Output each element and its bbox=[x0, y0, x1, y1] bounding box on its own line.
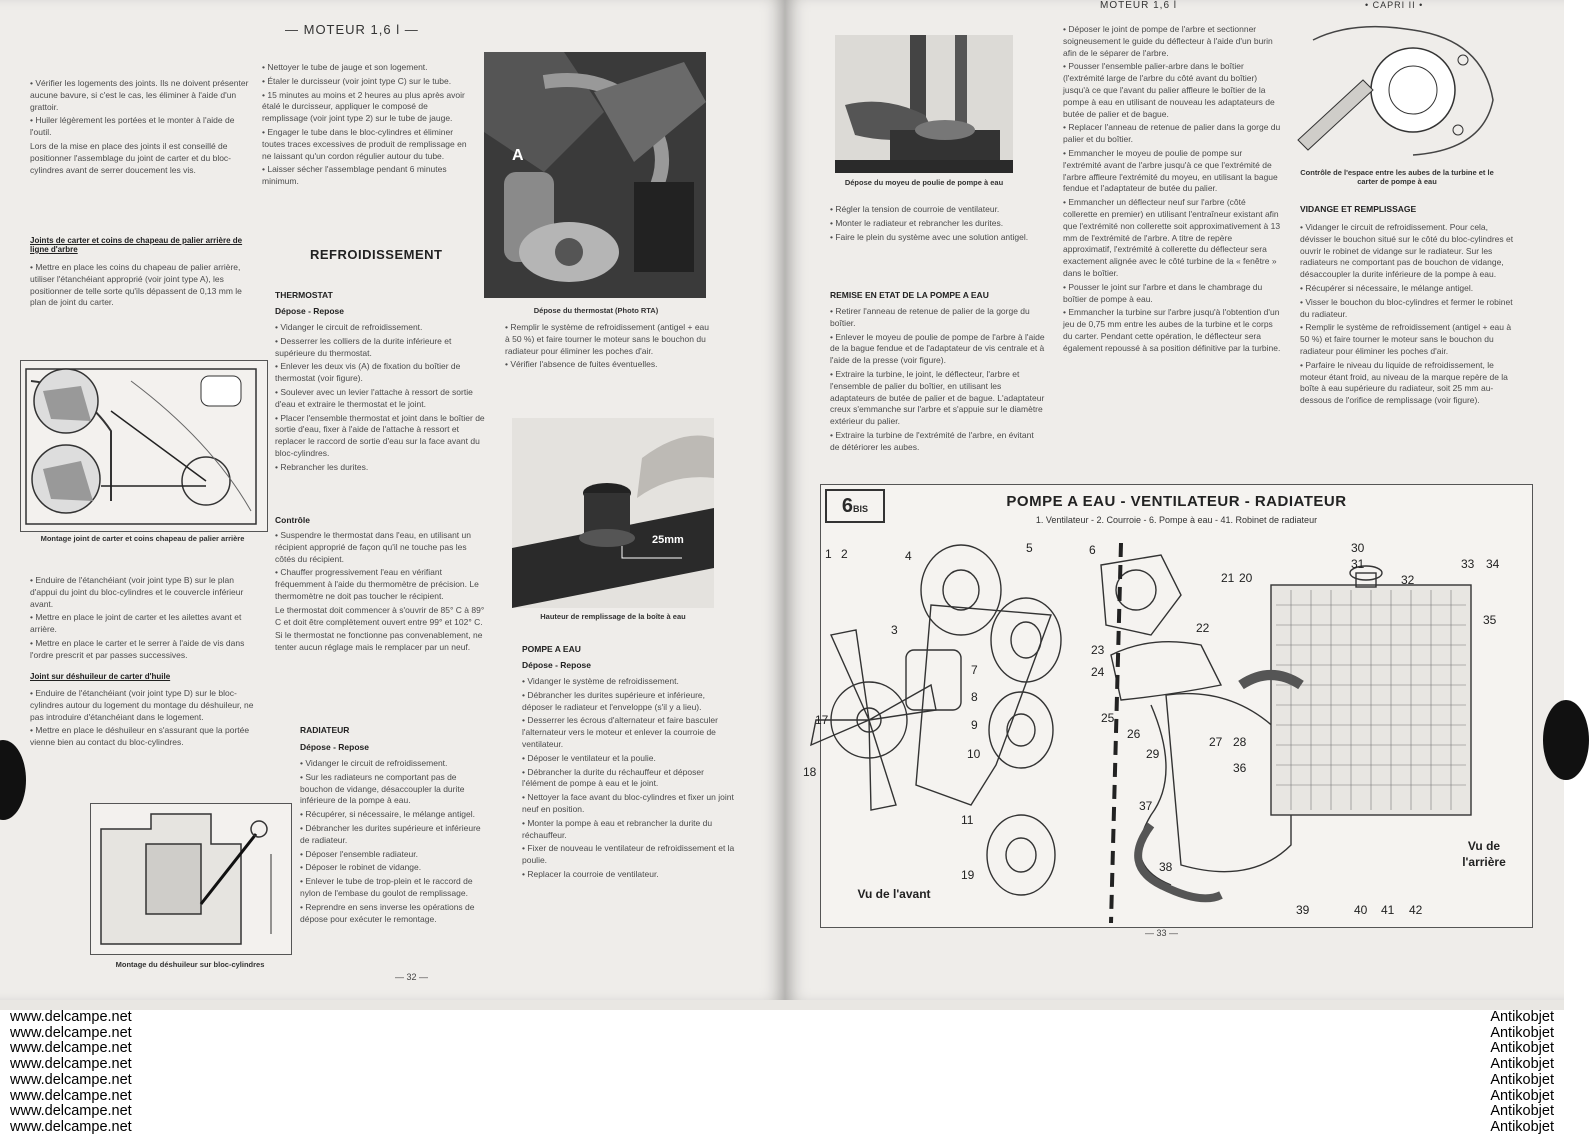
paragraph: • Replacer la courroie de ventilateur. bbox=[522, 868, 659, 879]
watermark-text: www.delcampe.net bbox=[10, 1071, 132, 1088]
callout-number: 22 bbox=[1196, 621, 1210, 635]
text-column-1b bbox=[30, 262, 255, 311]
page-number: — 33 — bbox=[1145, 928, 1179, 938]
callout-number: 30 bbox=[1351, 541, 1365, 555]
paragraph: • Enlever le moyeu de poulie de pompe de l'arbre à l'aide de la bague fendue et de l'adaptateur de vis centrale et à l'aide de la presse (voir figure). bbox=[830, 331, 1045, 366]
binder-hole bbox=[0, 740, 26, 820]
paragraph: • Emmancher le moyeu de poulie de pompe sur l'extrémité avant de l'arbre jusqu'à ce que l'extrémité de l'arbre affleure l'extrémité du moyeu, en utilisant la bague fendue et l'adaptateur de butée du palier. bbox=[1063, 147, 1278, 194]
text-column-6 bbox=[1300, 222, 1515, 409]
callout-number: 25 bbox=[1101, 711, 1115, 725]
paragraph: • Vérifier l'absence de fuites éventuelles. bbox=[505, 359, 658, 370]
subheading: RADIATEUR bbox=[300, 725, 350, 735]
callout-number: 35 bbox=[1483, 613, 1497, 627]
paragraph: • Débrancher la durite du réchauffeur et déposer l'élément de pompe à eau et le joint. bbox=[522, 766, 704, 789]
paragraph: • Déposer le joint de pompe de l'arbre et sectionner soigneusement le guide du déflecteur à l'aide d'un burin afin de le séparer de l'arbre. bbox=[1063, 24, 1273, 58]
callout-number: 27 bbox=[1209, 735, 1223, 749]
paragraph: • Vérifier les logements des joints. Ils ne doivent présenter aucune bavure, si c'est le cas, les éliminer à l'aide d'un grattoir. bbox=[30, 78, 249, 112]
paragraph: • 15 minutes au moins et 2 heures au plus après avoir étalé le durcisseur, appliquer le composé de remplissage (voir joint type 2) sur le tube de jauge. bbox=[262, 89, 465, 124]
text-column-4b bbox=[830, 306, 1045, 456]
paragraph: • Déposer l'ensemble radiateur. bbox=[300, 848, 418, 859]
callout-number: 6 bbox=[1089, 543, 1096, 557]
page-header: MOTEUR 1,6 l bbox=[1100, 0, 1178, 11]
paragraph: • Débrancher les durites supérieure et inférieure de radiateur. bbox=[300, 822, 481, 845]
text-column-1c bbox=[30, 575, 255, 664]
watermark-text: www.delcampe.net bbox=[10, 1087, 132, 1104]
thermostat-photo bbox=[484, 52, 706, 298]
paragraph: • Mettre en place le déshuileur en s'assurant que la portée vienne bien au contact du bloc-cylindres. bbox=[30, 725, 250, 748]
watermark-text: www.delcampe.net bbox=[10, 1056, 132, 1073]
callout-number: 8 bbox=[971, 690, 978, 704]
callout-number: 10 bbox=[967, 747, 981, 761]
paragraph: • Déposer le ventilateur et la poulie. bbox=[522, 752, 656, 763]
callout-number: 5 bbox=[1026, 541, 1033, 555]
paragraph: • Emmancher un déflecteur neuf sur l'arbre (côté collerette en premier) en utilisant l'entraîneur existant afin que l'extrémité non collerette soit approximativement à 13 mm de l'extrémité de l'arbre. A titre de repère approximatif, l'extrémité à collerette du déflecteur sera exactement alignée avec le côté turbine de la « fenêtre » dans le boîtier. bbox=[1063, 197, 1281, 278]
watermark-text: www.delcampe.net bbox=[10, 1118, 132, 1135]
pulley-hub-photo bbox=[835, 35, 1013, 173]
paragraph: • Déposer le robinet de vidange. bbox=[300, 862, 422, 873]
callout-number: 2 bbox=[841, 547, 848, 561]
exploded-drawing bbox=[821, 485, 1532, 927]
paragraph: • Chauffer progressivement l'eau en vérifiant fréquemment à l'aide du thermomètre de précision. Le thermomètre ne doit pas toucher le récipient. bbox=[275, 567, 479, 601]
paragraph: • Desserrer les colliers de la durite inférieure et supérieure du thermostat. bbox=[275, 335, 452, 358]
view-rear-label-2: l'arrière bbox=[1462, 855, 1506, 869]
paragraph: • Nettoyer la face avant du bloc-cylindres et fixer un joint neuf en position. bbox=[522, 792, 734, 814]
paragraph: • Retirer l'anneau de retenue de palier de la gorge du boîtier. bbox=[830, 306, 1030, 328]
watermark-text: Antikobjet bbox=[1490, 1118, 1554, 1135]
paragraph: • Récupérer si nécessaire, le mélange antigel. bbox=[1300, 282, 1474, 293]
paragraph: • Étaler le durcisseur (voir joint type C) sur le tube. bbox=[262, 75, 452, 86]
callout-number: 20 bbox=[1239, 571, 1253, 585]
paragraph: • Faire le plein du système avec une solution antigel. bbox=[830, 231, 1029, 242]
subheading: Dépose - Repose bbox=[300, 742, 369, 752]
subheading: Contrôle bbox=[275, 515, 310, 525]
paragraph: • Sur les radiateurs ne comportant pas de bouchon de vidange, désaccoupler la durite inférieure de la pompe à eau. bbox=[300, 771, 465, 806]
oil-pickup-figure bbox=[90, 803, 292, 955]
paragraph: • Parfaire le niveau du liquide de refroidissement, le moteur étant froid, au niveau de la marque repère de la boîte à eau supérieure du radiateur, soit 25 mm au-dessous de l'orifice de remplissage (voir figure). bbox=[1300, 359, 1508, 406]
paragraph: • Reprendre en sens inverse les opérations de dépose pour exécuter le remontage. bbox=[300, 901, 475, 924]
photo-label-a: A bbox=[512, 147, 524, 164]
callout-number: 19 bbox=[961, 868, 975, 882]
watermark-text: Antikobjet bbox=[1490, 1056, 1554, 1073]
paragraph: • Replacer l'anneau de retenue de palier dans la gorge du palier et du boîtier. bbox=[1063, 122, 1281, 145]
callout-number: 11 bbox=[961, 813, 974, 827]
callout-number: 18 bbox=[803, 765, 817, 779]
subheading: Dépose - Repose bbox=[522, 660, 591, 670]
photo-label-25mm: 25mm bbox=[652, 534, 684, 546]
paragraph: • Enlever le tube de trop-plein et le raccord de nylon de l'embase du goulot de remplissage. bbox=[300, 876, 473, 898]
paragraph: • Pousser l'ensemble palier-arbre dans le boîtier (l'extrémité large de l'arbre du côté avant du boîtier) jusqu'à ce que l'avant du palier affleure le boîtier de la pompe à eau en utilisant de nouveau les adaptateurs de butée de palier et de bague. bbox=[1063, 61, 1275, 119]
callout-number: 39 bbox=[1296, 903, 1310, 917]
paragraph: • Placer l'ensemble thermostat et joint dans le boîtier de sortie d'eau, fixer à l'aide de l'attache à ressort et replacer le raccord de sortie d'eau sur la face avant du bloc-cylindres. bbox=[275, 412, 485, 458]
callout-number: 41 bbox=[1381, 903, 1395, 917]
badge-suffix: BIS bbox=[853, 504, 869, 514]
left-page bbox=[0, 0, 785, 1000]
callout-number: 21 bbox=[1221, 571, 1235, 585]
callout-number: 37 bbox=[1139, 799, 1153, 813]
paragraph: • Pousser le joint sur l'arbre et dans le chambrage du boîtier de pompe à eau. bbox=[1063, 281, 1263, 304]
callout-number: 38 bbox=[1159, 860, 1173, 874]
paragraph: • Régler la tension de courroie de ventilateur. bbox=[830, 204, 1000, 214]
paragraph: • Récupérer, si nécessaire, le mélange antigel. bbox=[300, 809, 475, 820]
watermark-text: www.delcampe.net bbox=[10, 1009, 132, 1025]
callout-number: 29 bbox=[1146, 747, 1160, 761]
subheading: Joint sur déshuileur de carter d'huile bbox=[30, 672, 171, 681]
callout-number: 7 bbox=[971, 663, 978, 677]
subheading: REMISE EN ETAT DE LA POMPE A EAU bbox=[830, 290, 989, 300]
callout-number: 31 bbox=[1351, 557, 1365, 571]
paragraph: • Mettre en place le carter et le serrer à l'aide de vis dans l'ordre prescrit et par passes successives. bbox=[30, 637, 245, 660]
radiator-cap-photo bbox=[512, 418, 714, 608]
paragraph: • Vidanger le circuit de refroidissement. Pour cela, dévisser le bouchon situé sur le côté du bloc-cylindres et ouvrir le robinet de vidange sur le radiateur. Sur les radiateurs ne comportant pas de bouchon de vidange, désaccoupler la durite inférieure de la pompe à eau. bbox=[1300, 222, 1514, 280]
binder-hole bbox=[1543, 700, 1589, 780]
callout-number: 9 bbox=[971, 718, 978, 732]
paragraph: • Huiler légèrement les portées et le monter à l'aide de l'outil. bbox=[30, 115, 235, 138]
paragraph: • Vidanger le système de refroidissement. bbox=[522, 676, 679, 686]
subheading: VIDANGE ET REMPLISSAGE bbox=[1300, 204, 1417, 214]
callout-number: 28 bbox=[1233, 735, 1247, 749]
paragraph: • Vidanger le circuit de refroidissement. bbox=[275, 322, 423, 332]
paragraph: • Enduire de l'étanchéiant (voir joint type D) sur le bloc-cylindres autour du logement du montage du déshuileur, ne pas introduire d'étanchéiant dans le logement. bbox=[30, 688, 254, 722]
badge-number: 6 bbox=[841, 495, 854, 517]
paragraph: • Engager le tube dans le bloc-cylindres et éliminer toutes traces excessives de produit de remplissage en ne laissant qu'un cordon régulier autour du tube. bbox=[262, 126, 467, 161]
text-column-1d bbox=[30, 688, 255, 751]
paragraph: • Rebrancher les durites. bbox=[275, 461, 369, 472]
paragraph: • Mettre en place le joint de carter et les ailettes avant et arrière. bbox=[30, 612, 242, 635]
callout-number: 17 bbox=[815, 713, 829, 727]
watermark-text: www.delcampe.net bbox=[10, 1024, 132, 1041]
callout-number: 26 bbox=[1127, 727, 1141, 741]
paragraph: Lors de la mise en place des joints il est conseillé de positionner l'assemblage du joint de carter et du bloc-cylindres avant de serrer doucement les vis. bbox=[30, 140, 232, 175]
paragraph: Si le thermostat ne fonctionne pas convenablement, ne tenter aucun réglage mais le remplacer par un neuf. bbox=[275, 630, 483, 653]
watermark-text: Antikobjet bbox=[1490, 1009, 1554, 1025]
callout-number: 33 bbox=[1461, 557, 1475, 571]
paragraph: • Débrancher les durites supérieure et inférieure, déposer le radiateur et l'enveloppe (s'il y a lieu). bbox=[522, 689, 705, 712]
paragraph: • Soulever avec un levier l'attache à ressort de sortie d'eau et extraire le thermostat et le joint. bbox=[275, 386, 473, 409]
figure-caption: Montage du déshuileur sur bloc-cylindres bbox=[115, 960, 265, 969]
paragraph: • Vidanger le circuit de refroidissement. bbox=[300, 758, 448, 768]
text-column-2c bbox=[275, 530, 485, 656]
figure-caption: Montage joint de carter et coins chapeau de palier arrière bbox=[40, 534, 245, 543]
subheading: Joints de carter et coins de chapeau de palier arrière de ligne d'arbre bbox=[30, 236, 243, 254]
turbine-gap-figure bbox=[1293, 20, 1498, 160]
text-column-3b bbox=[522, 676, 737, 883]
text-column-2b bbox=[275, 322, 485, 476]
callout-number: 42 bbox=[1409, 903, 1423, 917]
callout-number: 40 bbox=[1354, 903, 1368, 917]
paragraph: • Desserrer les écrous d'alternateur et faire basculer l'alternateur vers le moteur et enlever la courroie de ventilateur. bbox=[522, 715, 718, 749]
page-header: — MOTEUR 1,6 l — bbox=[285, 22, 419, 37]
figure-caption: Contrôle de l'espace entre les aubes de la turbine et le carter de pompe à eau bbox=[1300, 168, 1494, 186]
gasket-figure bbox=[20, 360, 268, 532]
paragraph: • Monter la pompe à eau et rebrancher la durite du réchauffeur. bbox=[522, 817, 713, 840]
diagram-subtitle: 1. Ventilateur - 2. Courroie - 6. Pompe à eau - 41. Robinet de radiateur bbox=[1035, 515, 1318, 525]
text-column-3a bbox=[505, 322, 715, 373]
view-front-label: Vu de l'avant bbox=[857, 887, 931, 901]
subheading: Dépose - Repose bbox=[275, 306, 344, 316]
watermark-text: Antikobjet bbox=[1490, 1040, 1554, 1057]
photo-caption: Dépose du moyeu de poulie de pompe à eau bbox=[844, 178, 1004, 187]
paragraph: • Mettre en place les coins du chapeau de palier arrière, utiliser l'étanchéiant approprié (voir joint type A), les positionner de telle sorte qu'ils dépassent de 0,13 mm le plan de joint du carter. bbox=[30, 262, 242, 308]
callout-number: 32 bbox=[1401, 573, 1415, 587]
watermark-text: www.delcampe.net bbox=[10, 1103, 132, 1120]
watermark-text: Antikobjet bbox=[1490, 1024, 1554, 1041]
text-column-4a bbox=[830, 204, 1045, 245]
text-column-2 bbox=[262, 62, 472, 190]
watermark-text: Antikobjet bbox=[1490, 1071, 1554, 1088]
watermark-left bbox=[10, 1010, 132, 1136]
view-rear-label-1: Vu de bbox=[1467, 839, 1501, 853]
paragraph: • Fixer de nouveau le ventilateur de refroidissement et la poulie. bbox=[522, 843, 735, 866]
callout-number: 24 bbox=[1091, 665, 1105, 679]
paragraph: • Remplir le système de refroidissement (antigel + eau à 50 %) et faire tourner le moteur sans le bouchon du radiateur pour éliminer les poches d'air. bbox=[505, 322, 709, 356]
subheading: THERMOSTAT bbox=[275, 290, 333, 300]
diagram-title: POMPE A EAU - VENTILATEUR - RADIATEUR bbox=[1006, 493, 1347, 510]
page-header-right: • CAPRI II • bbox=[1365, 0, 1424, 10]
paragraph: • Emmancher la turbine sur l'arbre jusqu'à l'obtention d'un jeu de 0,75 mm entre les aubes de la turbine et le corps du carter. Pendant cette opération, le déflecteur sera également repoussé à sa position définitive par la turbine. bbox=[1063, 307, 1281, 353]
paragraph: Le thermostat doit commencer à s'ouvrir de 85° C à 89° C et doit être complètement ouvert entre 99° et 102° C. bbox=[275, 604, 485, 627]
photo-caption: Hauteur de remplissage de la boîte à eau bbox=[540, 612, 686, 621]
exploded-diagram-panel bbox=[803, 484, 1533, 928]
callout-number: 23 bbox=[1091, 643, 1105, 657]
paragraph: • Extraire la turbine, le joint, le déflecteur, l'arbre et l'ensemble de palier du boîtier, en utilisant les adaptateurs de butée de palier et de bague. L'adaptateur creux s'emmanche sur l'arbre et s'appuie sur le diamètre extérieur du palier. bbox=[830, 368, 1045, 427]
text-column-2d bbox=[300, 758, 490, 927]
callout-number: 34 bbox=[1486, 557, 1500, 571]
paragraph: • Enduire de l'étanchéiant (voir joint type B) sur le plan d'appui du joint du bloc-cylindres et le couvercle inférieur avant. bbox=[30, 575, 244, 609]
callout-number: 36 bbox=[1233, 761, 1247, 775]
watermark-right bbox=[1454, 1010, 1554, 1136]
paragraph: • Enlever les deux vis (A) de fixation du boîtier de thermostat (voir figure). bbox=[275, 361, 461, 384]
paragraph: • Laisser sécher l'assemblage pendant 6 minutes minimum. bbox=[262, 164, 447, 187]
watermark-text: Antikobjet bbox=[1490, 1103, 1554, 1120]
callout-number: 4 bbox=[905, 549, 912, 563]
paragraph: • Remplir le système de refroidissement (antigel + eau à 50 %) et faire tourner le moteur sans le bouchon du radiateur pour éliminer les poches d'air. bbox=[1300, 322, 1512, 356]
text-column-5 bbox=[1063, 24, 1281, 357]
text-column-1 bbox=[30, 78, 255, 178]
paragraph: • Nettoyer le tube de jauge et son logement. bbox=[262, 62, 428, 72]
paragraph: • Visser le bouchon du bloc-cylindres et fermer le robinet du radiateur. bbox=[1300, 296, 1513, 319]
callout-number: 3 bbox=[891, 623, 898, 637]
watermark-text: Antikobjet bbox=[1490, 1087, 1554, 1104]
watermark-text: www.delcampe.net bbox=[10, 1040, 132, 1057]
section-title: REFROIDISSEMENT bbox=[310, 247, 443, 262]
paragraph: • Suspendre le thermostat dans l'eau, en utilisant un récipient approprié de façon qu'il ne touche pas les côtés du récipient. bbox=[275, 530, 471, 564]
callout-number: 1 bbox=[825, 547, 832, 561]
paragraph: • Monter le radiateur et rebrancher les durites. bbox=[830, 217, 1004, 228]
photo-caption: Dépose du thermostat (Photo RTA) bbox=[533, 306, 659, 315]
page-number: — 32 — bbox=[395, 972, 429, 982]
subheading: POMPE A EAU bbox=[522, 644, 581, 654]
paragraph: • Extraire la turbine de l'extrémité de l'arbre, en évitant de détériorer les aubes. bbox=[830, 429, 1034, 452]
